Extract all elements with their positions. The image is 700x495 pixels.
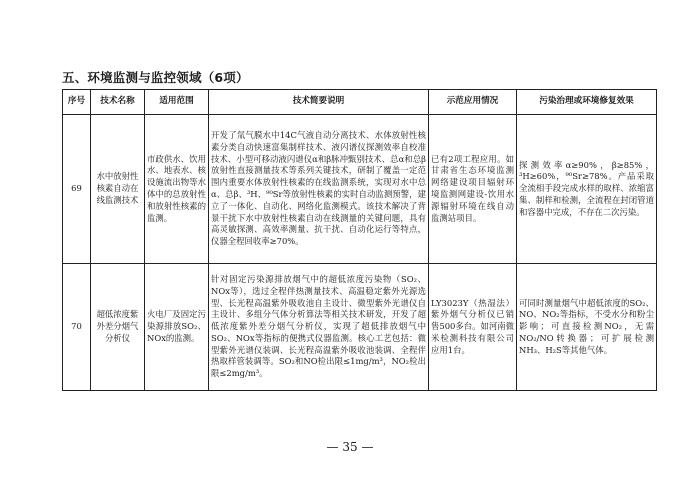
row-description: 开发了氚气膜水中14C气液自动分离技术、水体放射性核素分类自动快速富集制样技术、液闪谱仪探测效率自校准技术、小型可移动液闪谱仪α和β脉冲甄别技术、总α和总β放射性直接测量技术等系列关键技术，研制了覆盖一定范围内重要水体放射性核素的在线监测系统，实现对水中总α、总β、³H、⁹⁰Sr等放射性核素的实时自动监测预警，建立了一体化、自动化、网络化监测模式。该技术解决了背景干扰下水中放射性核素自动在线测量的关键问题，具有高灵敏探测、高效率测量、抗干扰、自动化运行等特点，仪器全程回收率≥70%。 [209, 115, 429, 264]
row-name: 水中放射性核素自动在线监测技术 [91, 115, 145, 264]
header-name: 技术名称 [91, 90, 145, 115]
row-application: 已有2项工程应用。如甘肃省生态环境监测网络建设项目辐射环境监测网建设-饮用水源辐射环境在线自动监测站项目。 [429, 115, 517, 264]
row-no: 70 [63, 264, 91, 391]
row-no: 69 [63, 115, 91, 264]
page-number: — 35 — [326, 440, 374, 454]
header-application: 示范应用情况 [429, 90, 517, 115]
row-application: LY3023Y（热湿法）紫外烟气分析仪已销售500多台。如河南微米检测科技有限公司应用1台。 [429, 264, 517, 391]
header-scope: 适用范围 [145, 90, 209, 115]
header-description: 技术简要说明 [209, 90, 429, 115]
row-effect: 探测效率α≥90%，β≥85%，³H≥60%，⁹⁰Sr≥78%。产品采取全流相手段完成水样的取样、浓缩富集、制样和检测，全流程在封闭管道和容器中完成，不存在二次污染。 [517, 115, 657, 264]
row-name: 超低浓度紫外差分烟气分析仪 [91, 264, 145, 391]
section-title: 五、环境监测与监控领域（6项） [62, 70, 249, 85]
header-effect: 污染治理或环境修复效果 [517, 90, 657, 115]
row-effect: 可同时测量烟气中超低浓度的SO₂、NO、NO₂等指标，不受水分和粉尘影响；可直接检测NO₂，无需NO₂/NO转换器；可扩展检测NH₃、H₂S等其他气体。 [517, 264, 657, 391]
row-scope: 火电厂及固定污染源排放SO₂、NOx的监测。 [145, 264, 209, 391]
header-no: 序号 [63, 90, 91, 115]
table-header-row [63, 90, 657, 115]
row-scope: 市政供水、饮用水、地表水、核设施流出物等水体中的总放射性和放射性核素的监测。 [145, 115, 209, 264]
row-description: 针对固定污染源排放烟气中的超低浓度污染物（SO₂、NOx等），选过全程伴热测量技术、高温稳定紫外光源选型、长光程高温紫外吸收池自主设计、微型紫外光谱仪自主设计、多组分气体分析算法等相关技术研发，开发了超低浓度紫外差分烟气分析仪，实现了超低排放烟气中SO₂、NOx等指标的便携式仪器监测。核心工艺包括：微型紫外光谱仪装调、长光程高温紫外吸收池装调、全程伴热取样管装调等。SO₂和NO检出限≤1mg/m³，NO₂检出限≤2mg/m³。 [209, 264, 429, 391]
technology-table [62, 89, 657, 391]
table-row [63, 264, 657, 391]
table-row [63, 115, 657, 264]
